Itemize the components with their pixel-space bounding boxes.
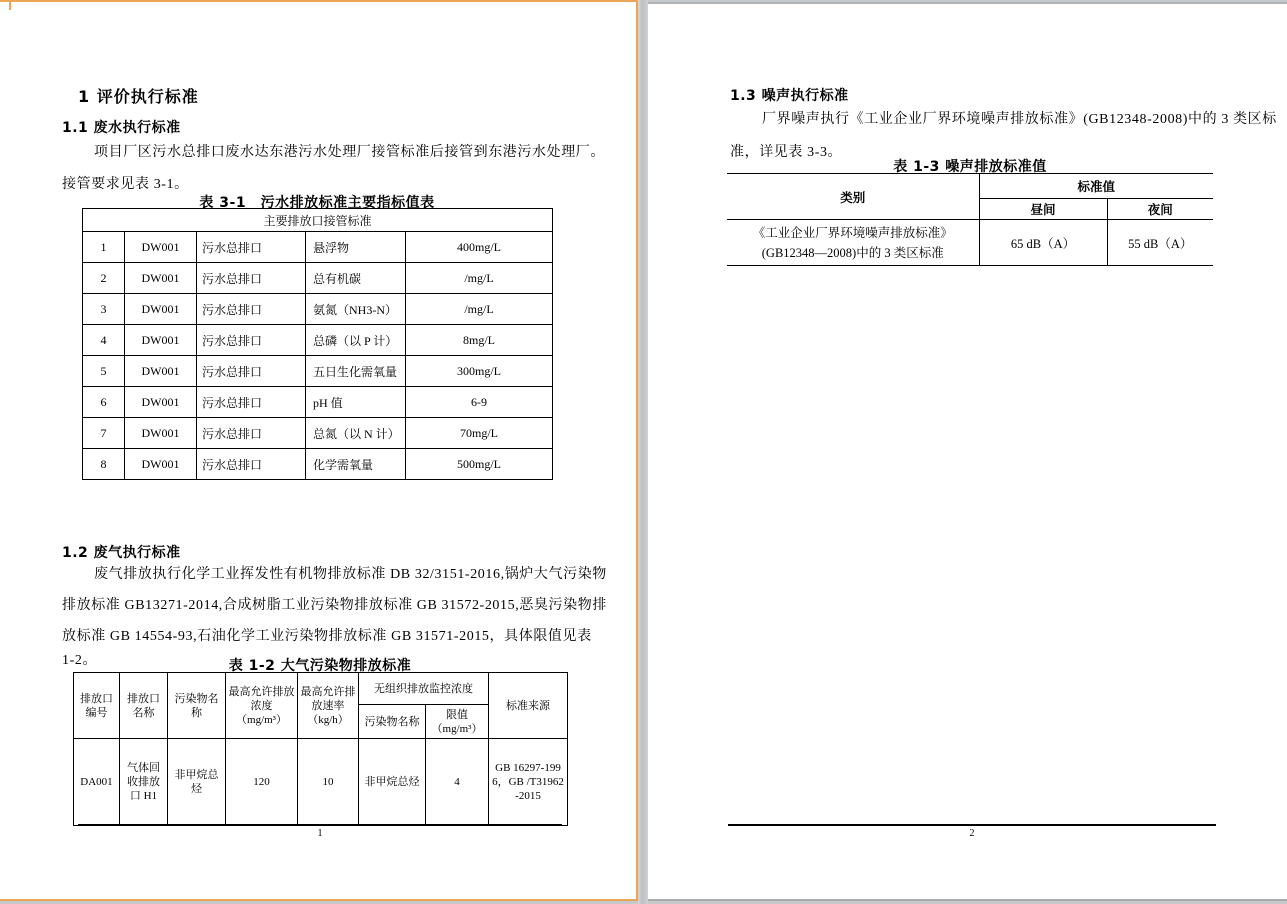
header-outlet-name: 排放口名称: [120, 673, 168, 739]
table-row: [83, 263, 553, 294]
header-max-rate: 最高允许排放速率（kg/h）: [298, 673, 359, 739]
header-pollutant: 污染物名称: [168, 673, 226, 739]
table-row: [83, 387, 553, 418]
cell-outlet: 污水总排口: [197, 387, 306, 418]
section-1-1-heading: 1.1 废水执行标准: [62, 120, 181, 136]
left-page-corner-border: [9, 2, 11, 10]
cell-outlet: 污水总排口: [197, 449, 306, 480]
cell-no: 4: [83, 325, 125, 356]
cell-no: 8: [83, 449, 125, 480]
cell-outlet: 污水总排口: [197, 232, 306, 263]
section-1-1-paragraph-line-2: 接管要求见表 3-1。: [62, 177, 189, 192]
header-category: 类别: [727, 174, 979, 220]
header-standard-value: 标准值: [979, 174, 1213, 199]
air-pollutant-standards-table: [73, 672, 568, 826]
table-3-1-caption: 表 3-1 污水排放标准主要指标值表: [199, 195, 435, 211]
table-header-row: [727, 174, 1213, 199]
page-2[interactable]: [648, 2, 1287, 901]
table-row: [83, 418, 553, 449]
table-1-2-caption: 表 1-2 大气污染物排放标准: [228, 658, 412, 674]
header-fugitive-limit: 限值（mg/m³）: [426, 705, 489, 739]
cell-pollutant: 氨氮（NH3-N）: [306, 294, 406, 325]
section-1-2-paragraph-line-3: 放标准 GB 14554-93,石油化学工业污染物排放标准 GB 31571-2015，具体限值见表: [62, 629, 592, 644]
cell-no: 2: [83, 263, 125, 294]
cell-code: DW001: [125, 356, 197, 387]
cell-pollutant: 总磷（以 P 计）: [306, 325, 406, 356]
cell-daytime-value: 65 dB（A）: [979, 220, 1107, 266]
header-fugitive-pollutant: 污染物名称: [359, 705, 426, 739]
header-outlet-no: 排放口编号: [74, 673, 120, 739]
cell-pollutant: pH 值: [306, 387, 406, 418]
section-1-2-heading: 1.2 废气执行标准: [62, 545, 181, 561]
cell-no: 5: [83, 356, 125, 387]
cell-no: 1: [83, 232, 125, 263]
cell-fugitive-limit: 4: [426, 739, 489, 826]
cell-limit: 8mg/L: [406, 325, 553, 356]
table-1-3-caption: 表 1-3 噪声排放标准值: [893, 159, 1047, 175]
section-1-2-paragraph-line-1: 废气排放执行化学工业挥发性有机物排放标准 DB 32/3151-2016,锅炉大气污染物: [94, 567, 607, 582]
cell-no: 6: [83, 387, 125, 418]
cell-outlet-no: DA001: [74, 739, 120, 826]
chapter-heading: 1 评价执行标准: [78, 87, 199, 106]
table-row: [83, 449, 553, 480]
merged-header-cell: 主要排放口接管标准: [83, 209, 553, 232]
cell-outlet: 污水总排口: [197, 418, 306, 449]
cell-max-rate: 10: [298, 739, 359, 826]
page-gap: [638, 0, 648, 904]
section-1-1-paragraph-line-1: 项目厂区污水总排口废水达东港污水处理厂接管标准后接管到东港污水处理厂。: [94, 145, 605, 160]
cell-pollutant: 总氮（以 N 计）: [306, 418, 406, 449]
cell-code: DW001: [125, 294, 197, 325]
cell-max-concentration: 120: [226, 739, 298, 826]
header-nighttime: 夜间: [1107, 199, 1213, 220]
cell-limit: 70mg/L: [406, 418, 553, 449]
cell-code: DW001: [125, 418, 197, 449]
table-header-row: [74, 673, 568, 705]
cell-limit: 300mg/L: [406, 356, 553, 387]
cell-outlet: 污水总排口: [197, 294, 306, 325]
cell-code: DW001: [125, 263, 197, 294]
cell-pollutant: 五日生化需氧量: [306, 356, 406, 387]
category-line-1: 《工业企业厂界环境噪声排放标准》: [752, 225, 953, 240]
cell-pollutant: 总有机碳: [306, 263, 406, 294]
header-fugitive-group: 无组织排放监控浓度: [359, 673, 489, 705]
page-1[interactable]: [0, 0, 638, 901]
cell-code: DW001: [125, 232, 197, 263]
page-number: 1: [317, 828, 323, 839]
page-number: 2: [969, 828, 975, 839]
table-row: [83, 294, 553, 325]
section-1-2-paragraph-line-2: 排放标准 GB13271-2014,合成树脂工业污染物排放标准 GB 31572-2015,恶臭污染物排: [62, 598, 607, 613]
section-1-3-paragraph-line-2: 准，详见表 3-3。: [730, 145, 843, 160]
header-daytime: 昼间: [979, 199, 1107, 220]
cell-limit: /mg/L: [406, 263, 553, 294]
footer-rule: [728, 824, 1216, 826]
table-row: [83, 356, 553, 387]
table-row: [83, 325, 553, 356]
cell-source: GB 16297-1996，GB /T31962-2015: [489, 739, 568, 826]
cell-code: DW001: [125, 325, 197, 356]
cell-code: DW001: [125, 449, 197, 480]
cell-no: 7: [83, 418, 125, 449]
header-source: 标准来源: [489, 673, 568, 739]
cell-fugitive-pollutant: 非甲烷总烃: [359, 739, 426, 826]
wastewater-standards-table: [82, 208, 553, 480]
section-1-3-heading: 1.3 噪声执行标准: [730, 88, 849, 104]
cell-pollutant: 悬浮物: [306, 232, 406, 263]
category-line-2: (GB12348—2008)中的 3 类区标准: [761, 245, 944, 260]
cell-no: 3: [83, 294, 125, 325]
section-1-3-paragraph-line-1: 厂界噪声执行《工业企业厂界环境噪声排放标准》(GB12348-2008)中的 3 类区标: [762, 112, 1277, 127]
table-row: [74, 739, 568, 826]
cell-category: [727, 220, 979, 266]
noise-standards-table: [727, 173, 1213, 266]
cell-limit: /mg/L: [406, 294, 553, 325]
table-row: [727, 220, 1213, 266]
cell-outlet: 污水总排口: [197, 325, 306, 356]
cell-outlet: 污水总排口: [197, 263, 306, 294]
footer-rule: [78, 824, 562, 826]
section-1-2-paragraph-line-4: 1-2。: [62, 653, 98, 668]
cell-limit: 500mg/L: [406, 449, 553, 480]
cell-nighttime-value: 55 dB（A）: [1107, 220, 1213, 266]
cell-outlet: 污水总排口: [197, 356, 306, 387]
cell-limit: 6-9: [406, 387, 553, 418]
cell-outlet-name: 气体回收排放口 H1: [120, 739, 168, 826]
header-max-concentration: 最高允许排放浓度（mg/m³）: [226, 673, 298, 739]
table-header-row: [83, 209, 553, 232]
cell-code: DW001: [125, 387, 197, 418]
cell-pollutant: 化学需氧量: [306, 449, 406, 480]
cell-pollutant: 非甲烷总烃: [168, 739, 226, 826]
cell-limit: 400mg/L: [406, 232, 553, 263]
table-row: [83, 232, 553, 263]
